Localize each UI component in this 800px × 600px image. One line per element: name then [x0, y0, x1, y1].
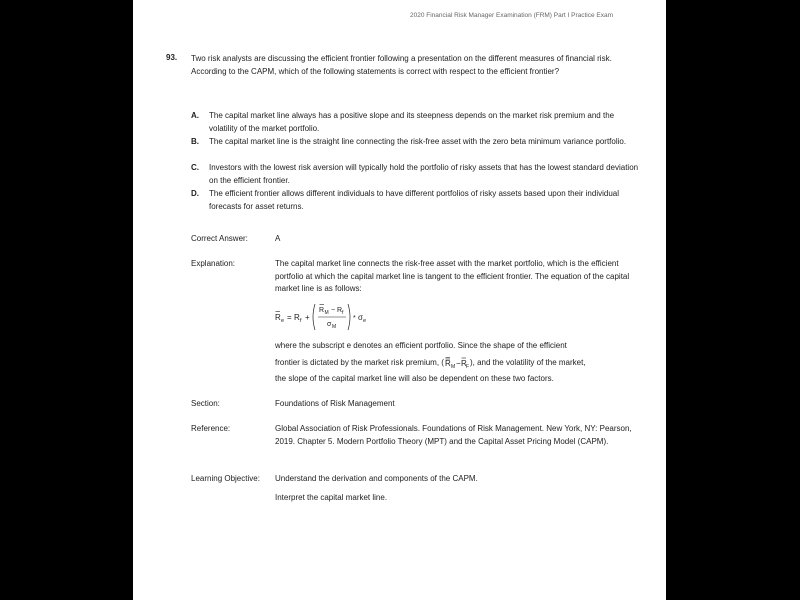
- option-text: The efficient frontier allows different individuals to have different portfolios of risky assets based upon their individual forecasts for asset returns.: [209, 189, 620, 211]
- option-letter: C.: [191, 163, 199, 172]
- formula-term: R: [460, 359, 467, 368]
- correct-answer-label: Correct Answer:: [191, 234, 248, 243]
- formula-term: R: [444, 359, 451, 368]
- formula-subscript: F: [465, 364, 470, 370]
- learning-objective-value: Understand the derivation and components of the CAPM.: [275, 474, 478, 483]
- option-text: The capital market line always has a positive slope and its steepness depends on the market risk premium and the volatility of the market portfolio.: [209, 111, 615, 133]
- option-text: The capital market line is the straight line connecting the risk-free asset with the zero beta minimum variance portfolio.: [209, 137, 627, 146]
- learning-objective-value: Interpret the capital market line.: [275, 493, 388, 502]
- formula-subscript: M: [332, 324, 337, 330]
- formula-term: σ: [358, 313, 363, 322]
- explanation-paragraph: The capital market line connects the risk-free asset with the market portfolio, which is the efficient portfolio at which the capital market line is tangent to the efficient frontier. The equation of the capital market line is as follows:: [275, 259, 630, 293]
- question-text: Two risk analysts are discussing the efficient frontier following a presentation on the different measures of financial risk. According to the CAPM, which of the following statements is correct with respect to the efficient frontier?: [191, 54, 612, 76]
- close-paren: [348, 304, 350, 330]
- formula-term: R: [275, 313, 281, 322]
- explanation-paragraph: the slope of the capital market line will also be dependent on these two factors.: [275, 374, 554, 383]
- formula-operator: −: [331, 307, 336, 314]
- explanation-paragraph: [275, 356, 640, 370]
- formula-operator: −: [455, 359, 461, 368]
- option-text: Investors with the lowest risk aversion will typically hold the portfolio of risky assets that has the lowest standard deviation on the efficient frontier.: [209, 163, 639, 185]
- formula-subscript: M: [450, 364, 456, 370]
- reference-value: Global Association of Risk Professionals. Foundations of Risk Management. New York, NY: Pearson, 2019. Chapter 5. Modern Portfolio Theory (MPT) and the Capital Asset Pricing Model (CAPM).: [275, 424, 632, 446]
- option-letter: B.: [191, 137, 199, 146]
- learning-objective-label: Learning Objective:: [191, 474, 260, 483]
- formula-term: R: [294, 313, 300, 322]
- section-value: Foundations of Risk Management: [275, 399, 395, 408]
- explanation-text: frontier is dictated by the market risk premium, (: [275, 358, 444, 368]
- formula-term: R: [337, 307, 343, 314]
- question-number: 93.: [166, 53, 178, 62]
- cml-equation: [275, 301, 395, 333]
- formula-operator: =: [287, 313, 292, 322]
- formula-subscript: M: [324, 310, 329, 316]
- formula-subscript: f: [300, 318, 302, 324]
- formula-term: σ: [327, 321, 332, 328]
- explanation-text: ), and the volatility of the market,: [469, 358, 586, 368]
- option-letter: A.: [191, 111, 199, 120]
- formula-subscript: e: [363, 318, 367, 324]
- formula-term: R: [319, 307, 325, 314]
- formula-operator: +: [305, 313, 310, 322]
- explanation-label: Explanation:: [191, 259, 236, 268]
- reference-label: Reference:: [191, 424, 231, 433]
- exam-page: [133, 0, 666, 600]
- explanation-paragraph: where the subscript e denotes an efficient portfolio. Since the shape of the efficient: [275, 341, 567, 350]
- risk-premium-formula: [444, 356, 470, 370]
- option-letter: D.: [191, 189, 199, 198]
- section-label: Section:: [191, 399, 220, 408]
- page-header: 2020 Financial Risk Manager Examination (FRM) Part I Practice Exam: [410, 12, 614, 19]
- formula-operator: *: [353, 315, 356, 322]
- open-paren: [313, 304, 315, 330]
- formula-subscript: e: [281, 318, 285, 324]
- formula-subscript: f: [342, 310, 344, 316]
- correct-answer-value: A: [275, 234, 281, 243]
